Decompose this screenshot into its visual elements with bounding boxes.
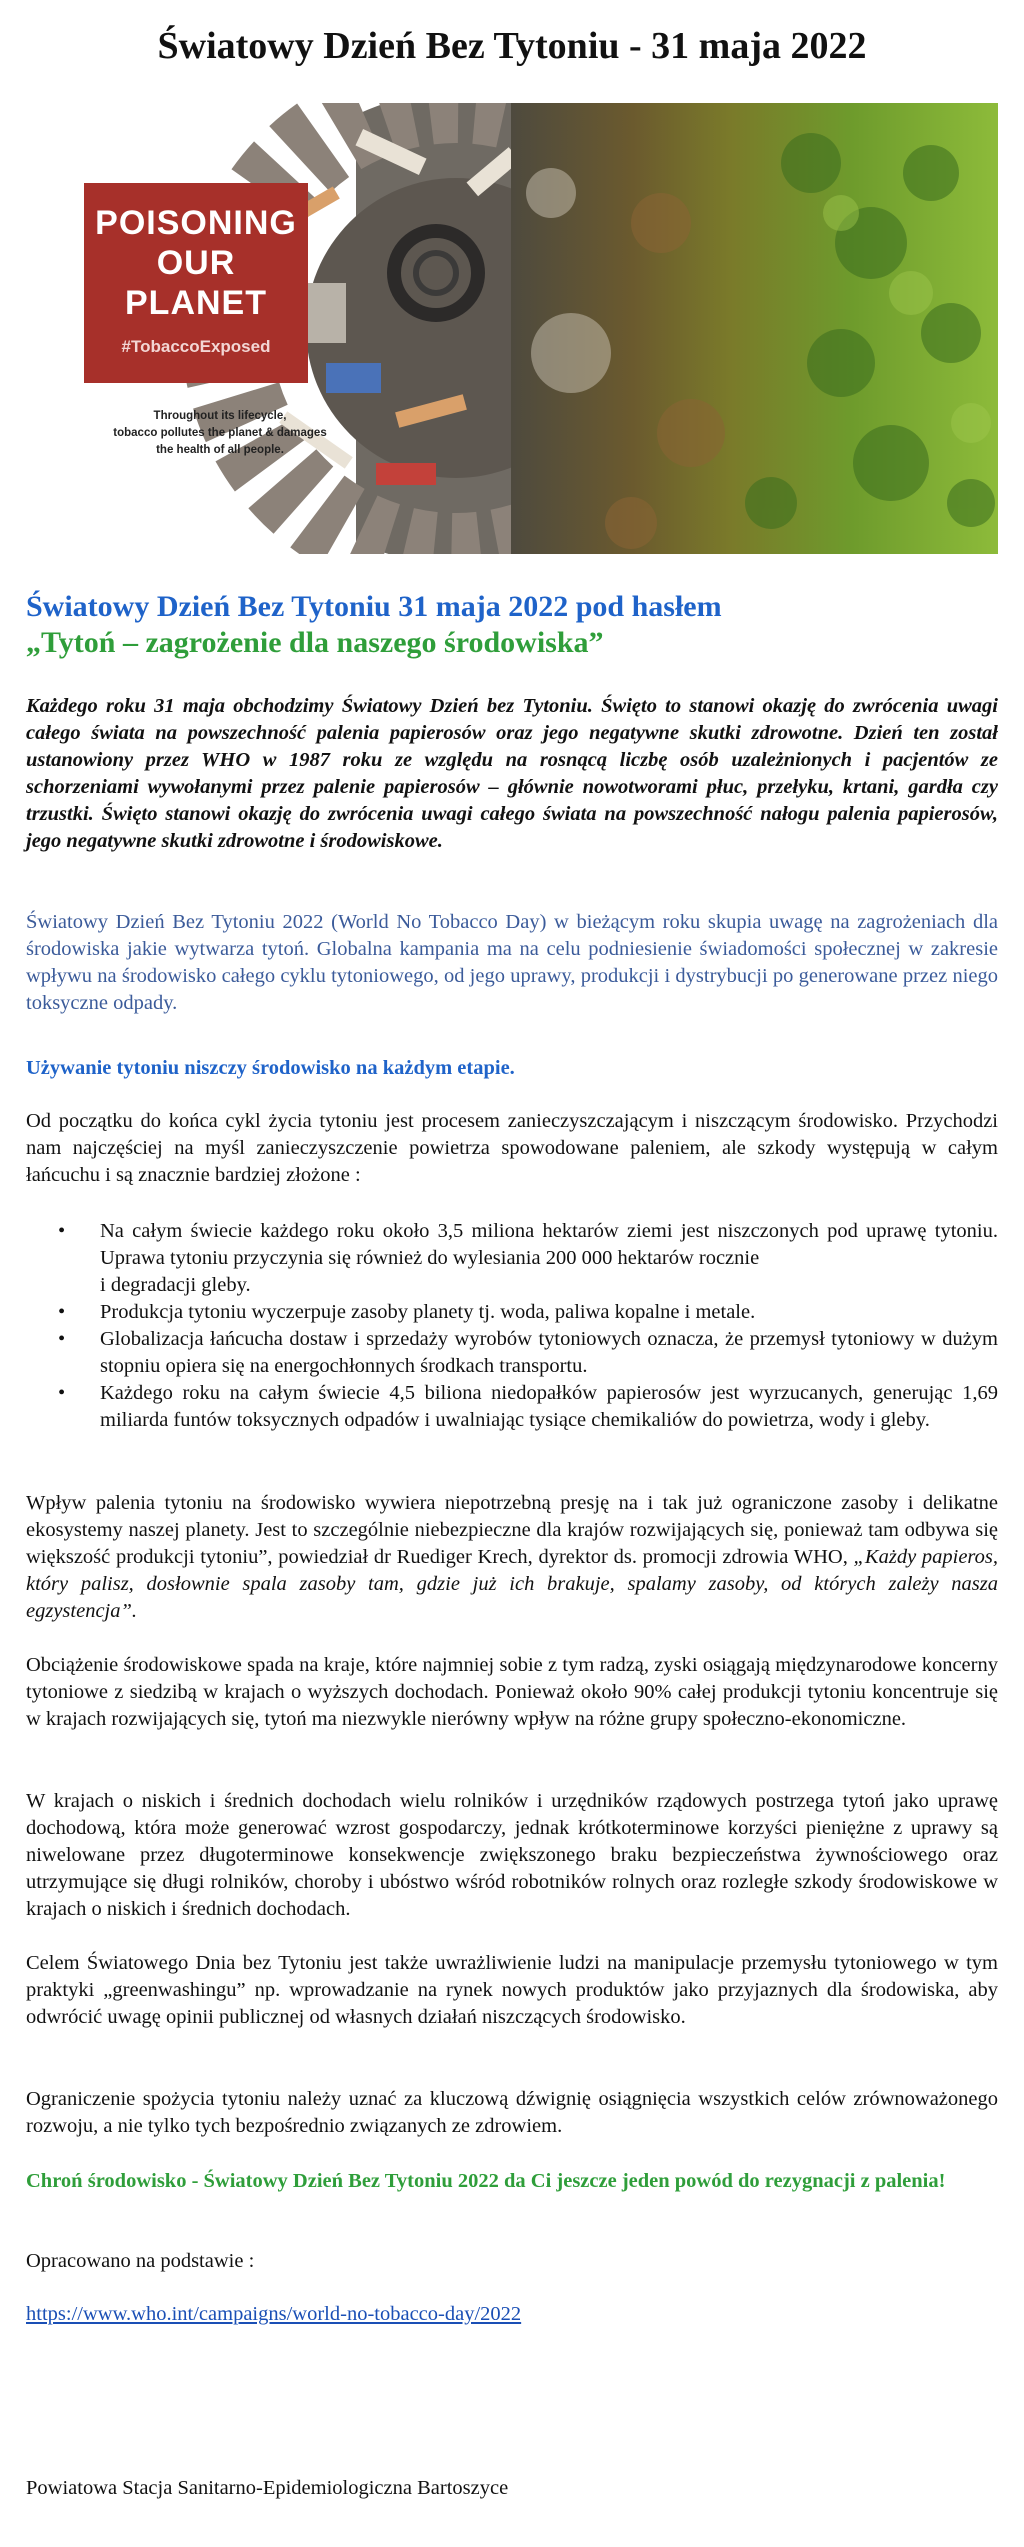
list-item-continuation: i degradacji gleby.	[100, 1274, 251, 1296]
impact-list	[26, 1218, 998, 1483]
campaign-banner	[84, 183, 308, 383]
heading-green: „Tytoń – zagrożenie dla naszego środowiska”	[26, 626, 604, 659]
greenwashing-paragraph: Celem Światowego Dnia bez Tytoniu jest także uwrażliwienie ludzi na manipulacje przemysłu tytoniowego w tym praktyki „greenwashingu” np. wprowadzanie na rynek nowych produktów jako przyjaznych dla środowiska, aby odwrócić uwagę opinii publicznej od własnych działań niszczących środowisko.	[26, 1952, 998, 2028]
krech-paragraph	[26, 1490, 998, 1625]
banner-caption	[110, 408, 330, 459]
section-subheading: Używanie tytoniu niszczy środowisko na każdym etapie.	[26, 1057, 515, 1079]
burden-paragraph: Obciążenie środowiskowe spada na kraje, które najmniej sobie z tym radzą, zyski osiągają międzynarodowe koncerny tytoniowe z siedzibą w krajach o wyższych dochodach. Ponieważ około 90% całej produkcji tytoniu koncentruje się w krajach rozwijających się, tytoń ma niezwykle nierówny wpływ na różne grupy społeczno-ekonomiczne.	[26, 1654, 998, 1730]
list-item: • Na całym świecie każdego roku około 3,5 miliona hektarów ziemi jest niszczonych pod uprawę tytoniu. Uprawa tytoniu przyczynia się również do wylesiania 200 000 hektarów rocznie	[26, 1218, 998, 1272]
hero-image	[26, 103, 998, 554]
krech-quote: „Każdy papieros, który palisz, dosłownie spala zasoby tam, gdzie już ich brakuje, spalamy zasoby, od których zależy nasza egzystencja”.	[26, 1546, 999, 1622]
banner-line-1: POISONING	[95, 204, 297, 242]
page-title: Światowy Dzień Bez Tytoniu - 31 maja 2022	[157, 25, 867, 67]
banner-caption-line: tobacco pollutes the planet & damages	[113, 427, 327, 439]
footer-organization: Powiatowa Stacja Sanitarno-Epidemiologiczna Bartoszyce	[26, 2477, 509, 2499]
banner-caption-line: the health of all people.	[156, 444, 284, 456]
list-item: • Każdego roku na całym świecie 4,5 biliona niedopałków papierosów jest wyrzucanych, generując 1,69 miliarda funtów toksycznych odpadów i uwalniając tysiące chemikaliów do powietrza, wody i gleby.	[26, 1380, 998, 1434]
list-item: • Globalizacja łańcucha dostaw i sprzedaży wyrobów tytoniowych oznacza, że przemysł tytoniowy w dużym stopniu opiera się na energochłonnych środkach transportu.	[26, 1326, 998, 1380]
banner-caption-line: Throughout its lifecycle,	[153, 410, 287, 422]
who-campaign-link[interactable]: https://www.who.int/campaigns/world-no-tobacco-day/2022	[26, 2303, 522, 2325]
heading-blue: Światowy Dzień Bez Tytoniu 31 maja 2022 pod hasłem	[26, 590, 722, 623]
banner-line-2: OUR PLANET	[125, 244, 267, 322]
protect-environment-note: Chroń środowisko - Światowy Dzień Bez Tytoniu 2022 da Ci jeszcze jeden powód do rezygnacji z palenia!	[26, 2170, 946, 2192]
list-item: • Produkcja tytoniu wyczerpuje zasoby planety tj. woda, paliwa kopalne i metale.	[26, 1299, 998, 1326]
krech-text: Wpływ palenia tytoniu na środowisko wywiera niepotrzebną presję na i tak już ograniczone zasoby i delikatne ekosystemy naszej planety. Jest to szczególnie niebezpieczne dla krajów rozwijających się, ponieważ tam odbywa się większość produkcji tytoniu”, powiedział dr Ruediger Krech, dyrektor ds. promocji zdrowia WHO,	[26, 1492, 998, 1568]
income-paragraph: W krajach o niskich i średnich dochodach wielu rolników i urzędników rządowych postrzega tytoń jako uprawę dochodową, która może generować wzrost gospodarczy, jednak krótkoterminowe korzyści pieniężne z uprawy są niwelowane przez długoterminowe konsekwencje zwiększonego braku bezpieczeństwa żywnościowego oraz utrzymujące się długi rolników, choroby i ubóstwo wśród robotników rolnych oraz rozległe szkody środowiskowe w krajach o niskich i średnich dochodach.	[26, 1790, 998, 1920]
lifecycle-paragraph: Od początku do końca cykl życia tytoniu jest procesem zanieczyszczającym i niszczącym środowisko. Przychodzi nam najczęściej na myśl zanieczyszczenie powietrza spowodowane paleniem, ale szkody występują w całym łańcuchu i są znacznie bardziej złożone :	[26, 1110, 998, 1186]
forest-graphic	[511, 103, 998, 554]
source-label: Opracowano na podstawie :	[26, 2250, 255, 2272]
intro-paragraph: Każdego roku 31 maja obchodzimy Światowy Dzień bez Tytoniu. Święto to stanowi okazję do zwrócenia uwagi całego świata na powszechność palenia papierosów oraz jego negatywne skutki zdrowotne. Dzień ten został ustanowiony przez WHO w 1987 roku ze względu na rosnącą liczbę osób uzależnionych i pacjentów ze schorzeniami wywołanymi przez palenie papierosów – głównie nowotworami płuc, przełyku, krtani, gardła czy trzustki. Święto stanowi okazję do zwrócenia uwagi całego świata na powszechność nałogu palenia papierosów, jego negatywne skutki zdrowotne i środowiskowe.	[26, 695, 998, 852]
banner-hashtag: #TobaccoExposed	[121, 337, 271, 356]
sdg-paragraph: Ograniczenie spożycia tytoniu należy uznać za kluczową dźwignię osiągnięcia wszystkich celów zrównoważonego rozwoju, a nie tylko tych bezpośrednio związanych ze zdrowiem.	[26, 2088, 998, 2137]
campaign-paragraph: Światowy Dzień Bez Tytoniu 2022 (World No Tobacco Day) w bieżącym roku skupia uwagę na zagrożeniach dla środowiska jakie wytwarza tytoń. Globalna kampania ma na celu podniesienie świadomości społecznej w zakresie wpływu na środowisko całego cyklu tytoniowego, od jego uprawy, produkcji i dystrybucji po generowane przez niego toksyczne odpady.	[26, 911, 998, 1014]
